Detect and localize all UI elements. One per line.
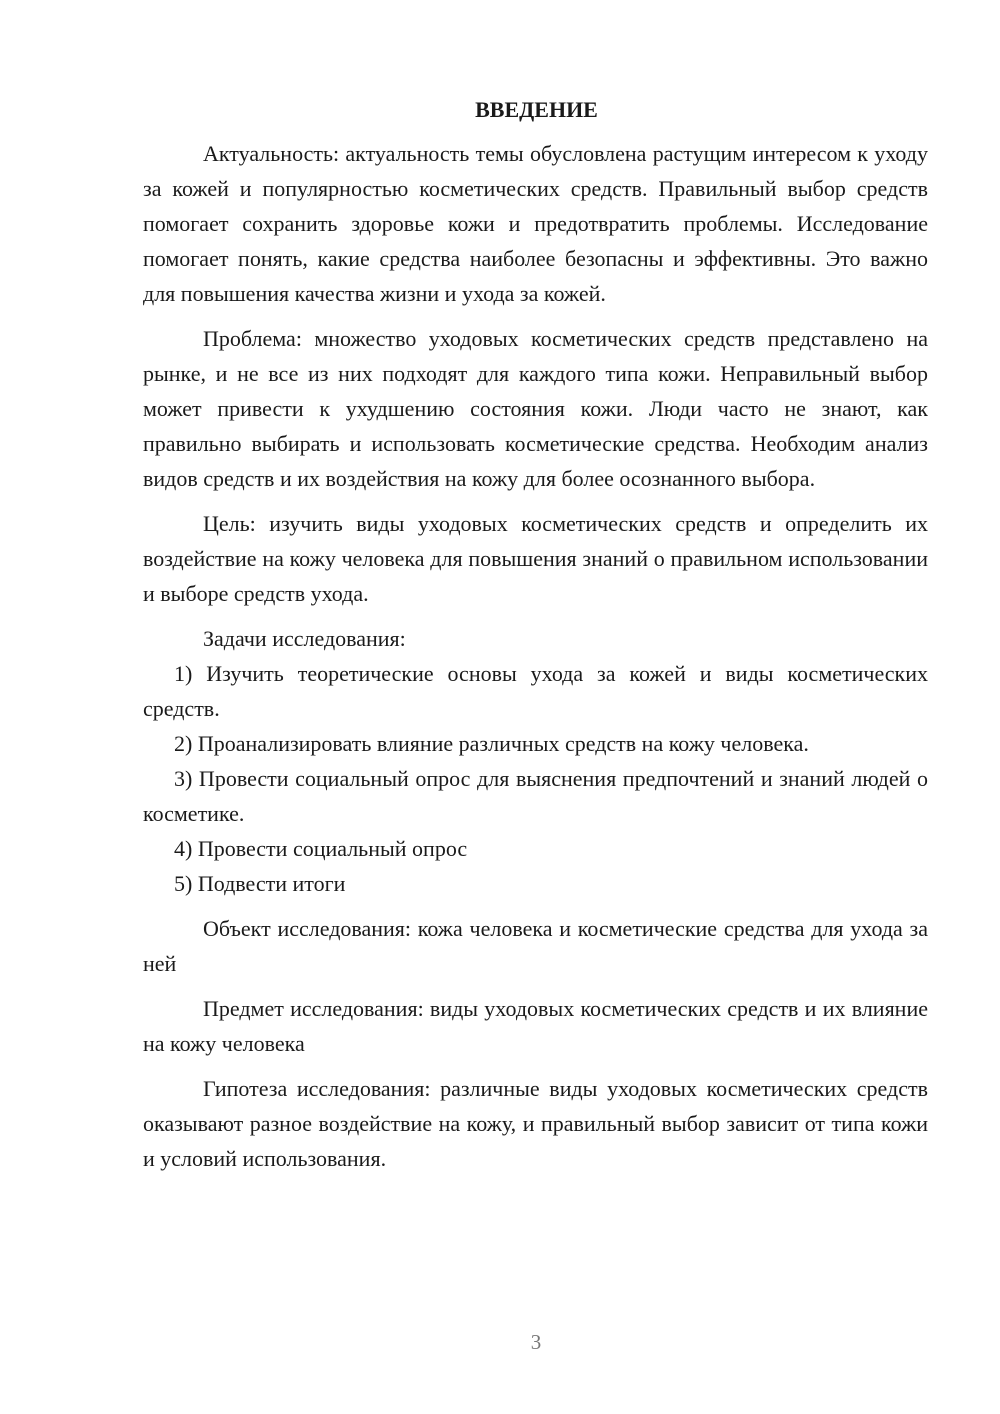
tasks-heading: Задачи исследования: bbox=[203, 626, 406, 651]
tasks-list bbox=[143, 656, 928, 901]
relevance-paragraph: Актуальность: актуальность темы обусловлена растущим интересом к уходу за кожей и популярностью косметических средств. Правильный выбор средств помогает сохранить здоровье кожи и предотвратить проблемы. Исследование помогает понять, какие средства наиболее безопасны и эффективны. Это важно для повышения качества жизни и ухода за кожей. bbox=[143, 141, 928, 306]
task-item: 5) Подвести итоги bbox=[174, 871, 346, 896]
hypothesis-paragraph: Гипотеза исследования: различные виды уходовых косметических средств оказывают разное воздействие на кожу, и правильный выбор зависит от типа кожи и условий использования. bbox=[143, 1076, 928, 1171]
page-number: 3 bbox=[530, 1330, 542, 1354]
goal-paragraph: Цель: изучить виды уходовых косметических средств и определить их воздействие на кожу человека для повышения знаний о правильном использовании и выборе средств ухода. bbox=[143, 511, 928, 606]
task-item: 4) Провести социальный опрос bbox=[174, 836, 468, 861]
task-item: 3) Провести социальный опрос для выяснения предпочтений и знаний людей о косметике. bbox=[143, 766, 928, 826]
page-content bbox=[143, 94, 928, 1176]
problem-paragraph: Проблема: множество уходовых косметических средств представлено на рынке, и не все из них подходят для каждого типа кожи. Неправильный выбор может привести к ухудшению состояния кожи. Люди часто не знают, как правильно выбирать и использовать косметические средства. Необходим анализ видов средств и их воздействия на кожу для более осознанного выбора. bbox=[143, 326, 928, 491]
task-item: 2) Проанализировать влияние различных средств на кожу человека. bbox=[174, 731, 809, 756]
subject-paragraph: Предмет исследования: виды уходовых косметических средств и их влияние на кожу человека bbox=[143, 996, 928, 1056]
object-paragraph: Объект исследования: кожа человека и косметические средства для ухода за ней bbox=[143, 916, 928, 976]
section-title: ВВЕДЕНИЕ bbox=[475, 97, 598, 122]
task-item: 1) Изучить теоретические основы ухода за кожей и виды косметических средств. bbox=[143, 661, 928, 721]
